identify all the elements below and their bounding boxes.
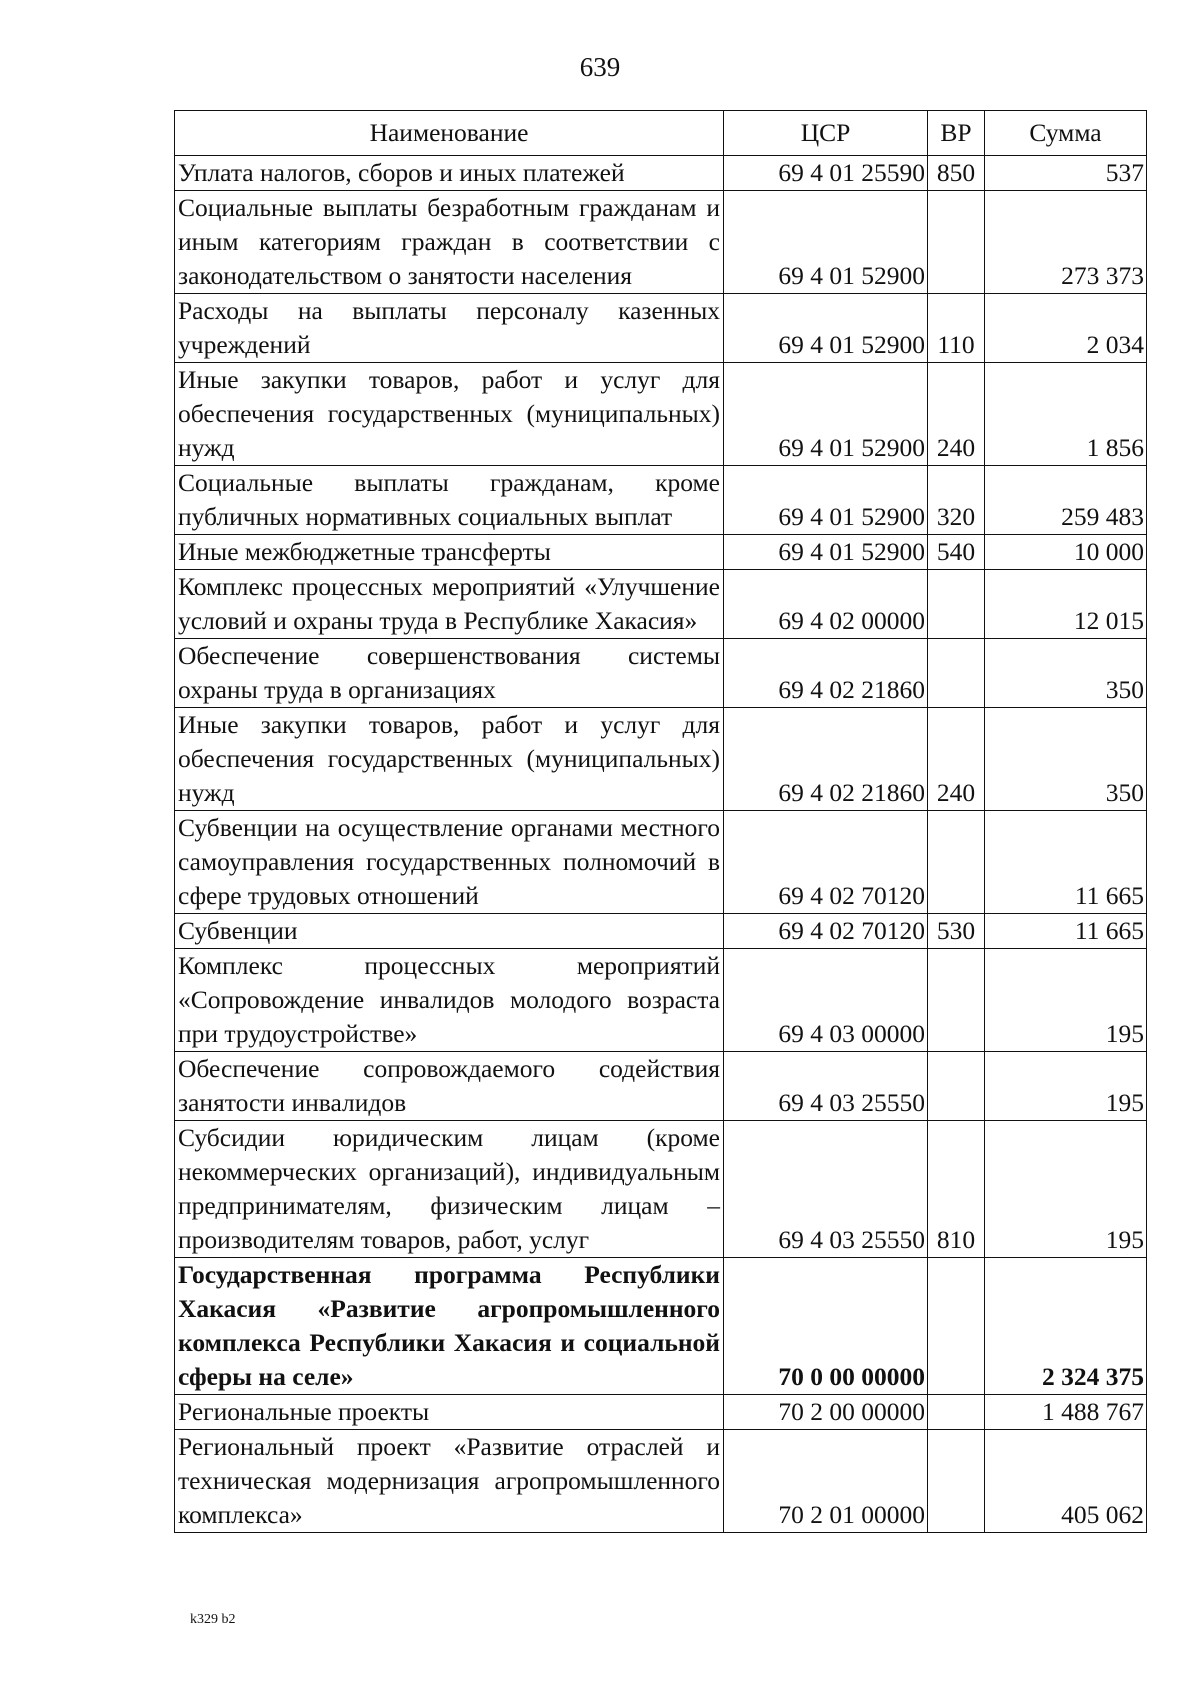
cell-name: Региональный проект «Развитие отраслей и техническая модернизация агропромышленного комплекса» <box>175 1430 724 1533</box>
cell-name: Расходы на выплаты персоналу казенных учреждений <box>175 294 724 363</box>
cell-sum: 195 <box>985 1052 1147 1121</box>
cell-sum: 1 488 767 <box>985 1395 1147 1430</box>
cell-sum: 2 324 375 <box>985 1258 1147 1395</box>
table-row <box>175 914 1147 949</box>
cell-vr: 240 <box>928 363 985 466</box>
cell-vr <box>928 570 985 639</box>
cell-sum: 537 <box>985 156 1147 191</box>
cell-csr: 69 4 02 70120 <box>724 914 928 949</box>
cell-csr: 69 4 01 52900 <box>724 191 928 294</box>
header-vr: ВР <box>928 111 985 156</box>
table-row <box>175 949 1147 1052</box>
cell-vr: 530 <box>928 914 985 949</box>
table-row <box>175 191 1147 294</box>
cell-vr: 320 <box>928 466 985 535</box>
cell-name: Уплата налогов, сборов и иных платежей <box>175 156 724 191</box>
cell-vr: 240 <box>928 708 985 811</box>
cell-csr: 69 4 01 52900 <box>724 535 928 570</box>
cell-name: Обеспечение совершенствования системы охраны труда в организациях <box>175 639 724 708</box>
table-header-row <box>175 111 1147 156</box>
cell-name: Субвенции на осуществление органами местного самоуправления государственных полномочий в сфере трудовых отношений <box>175 811 724 914</box>
header-sum: Сумма <box>985 111 1147 156</box>
table-row <box>175 1395 1147 1430</box>
cell-name: Субвенции <box>175 914 724 949</box>
header-csr: ЦСР <box>724 111 928 156</box>
table-row <box>175 1052 1147 1121</box>
cell-csr: 69 4 02 70120 <box>724 811 928 914</box>
table-row <box>175 466 1147 535</box>
cell-name: Иные закупки товаров, работ и услуг для обеспечения государственных (муниципальных) нужд <box>175 363 724 466</box>
cell-csr: 69 4 03 25550 <box>724 1052 928 1121</box>
table-body <box>175 156 1147 1533</box>
table-row <box>175 811 1147 914</box>
cell-csr: 70 2 00 00000 <box>724 1395 928 1430</box>
cell-sum: 405 062 <box>985 1430 1147 1533</box>
cell-sum: 11 665 <box>985 914 1147 949</box>
cell-name: Иные межбюджетные трансферты <box>175 535 724 570</box>
table-row <box>175 156 1147 191</box>
cell-vr <box>928 191 985 294</box>
table-row <box>175 708 1147 811</box>
footer-code: k329 b2 <box>190 1612 236 1627</box>
cell-name: Комплекс процессных мероприятий «Сопровождение инвалидов молодого возраста при трудоустройстве» <box>175 949 724 1052</box>
table-row <box>175 1121 1147 1258</box>
cell-vr: 850 <box>928 156 985 191</box>
cell-vr <box>928 1395 985 1430</box>
cell-sum: 195 <box>985 949 1147 1052</box>
cell-vr <box>928 949 985 1052</box>
cell-sum: 350 <box>985 708 1147 811</box>
table-row <box>175 1430 1147 1533</box>
cell-csr: 69 4 01 52900 <box>724 294 928 363</box>
cell-sum: 12 015 <box>985 570 1147 639</box>
cell-name: Субсидии юридическим лицам (кроме некоммерческих организаций), индивидуальным предпринимателям, физическим лицам – производителям товаров, работ, услуг <box>175 1121 724 1258</box>
cell-csr: 69 4 03 25550 <box>724 1121 928 1258</box>
cell-csr: 70 2 01 00000 <box>724 1430 928 1533</box>
header-name: Наименование <box>175 111 724 156</box>
table-row <box>175 639 1147 708</box>
cell-csr: 69 4 03 00000 <box>724 949 928 1052</box>
cell-sum: 350 <box>985 639 1147 708</box>
cell-csr: 70 0 00 00000 <box>724 1258 928 1395</box>
cell-csr: 69 4 01 25590 <box>724 156 928 191</box>
cell-name: Региональные проекты <box>175 1395 724 1430</box>
table-row <box>175 570 1147 639</box>
cell-sum: 11 665 <box>985 811 1147 914</box>
cell-vr <box>928 1052 985 1121</box>
cell-csr: 69 4 01 52900 <box>724 363 928 466</box>
cell-vr <box>928 1258 985 1395</box>
cell-csr: 69 4 02 21860 <box>724 639 928 708</box>
table-row <box>175 1258 1147 1395</box>
cell-sum: 10 000 <box>985 535 1147 570</box>
cell-vr: 810 <box>928 1121 985 1258</box>
cell-csr: 69 4 01 52900 <box>724 466 928 535</box>
page-number: 639 <box>579 52 621 82</box>
cell-name: Обеспечение сопровождаемого содействия занятости инвалидов <box>175 1052 724 1121</box>
table-row <box>175 294 1147 363</box>
cell-sum: 259 483 <box>985 466 1147 535</box>
cell-name: Комплекс процессных мероприятий «Улучшение условий и охраны труда в Республике Хакасия» <box>175 570 724 639</box>
cell-vr <box>928 639 985 708</box>
table-row <box>175 535 1147 570</box>
cell-name: Социальные выплаты безработным гражданам и иным категориям граждан в соответствии с законодательством о занятости населения <box>175 191 724 294</box>
cell-vr: 540 <box>928 535 985 570</box>
table-row <box>175 363 1147 466</box>
cell-vr: 110 <box>928 294 985 363</box>
cell-name: Социальные выплаты гражданам, кроме публичных нормативных социальных выплат <box>175 466 724 535</box>
budget-table <box>174 110 1147 1533</box>
cell-sum: 273 373 <box>985 191 1147 294</box>
cell-sum: 2 034 <box>985 294 1147 363</box>
cell-vr <box>928 811 985 914</box>
cell-sum: 195 <box>985 1121 1147 1258</box>
cell-csr: 69 4 02 00000 <box>724 570 928 639</box>
cell-name: Государственная программа Республики Хакасия «Развитие агропромышленного комплекса Республики Хакасия и социальной сферы на селе» <box>175 1258 724 1395</box>
cell-vr <box>928 1430 985 1533</box>
cell-sum: 1 856 <box>985 363 1147 466</box>
cell-name: Иные закупки товаров, работ и услуг для обеспечения государственных (муниципальных) нужд <box>175 708 724 811</box>
cell-csr: 69 4 02 21860 <box>724 708 928 811</box>
